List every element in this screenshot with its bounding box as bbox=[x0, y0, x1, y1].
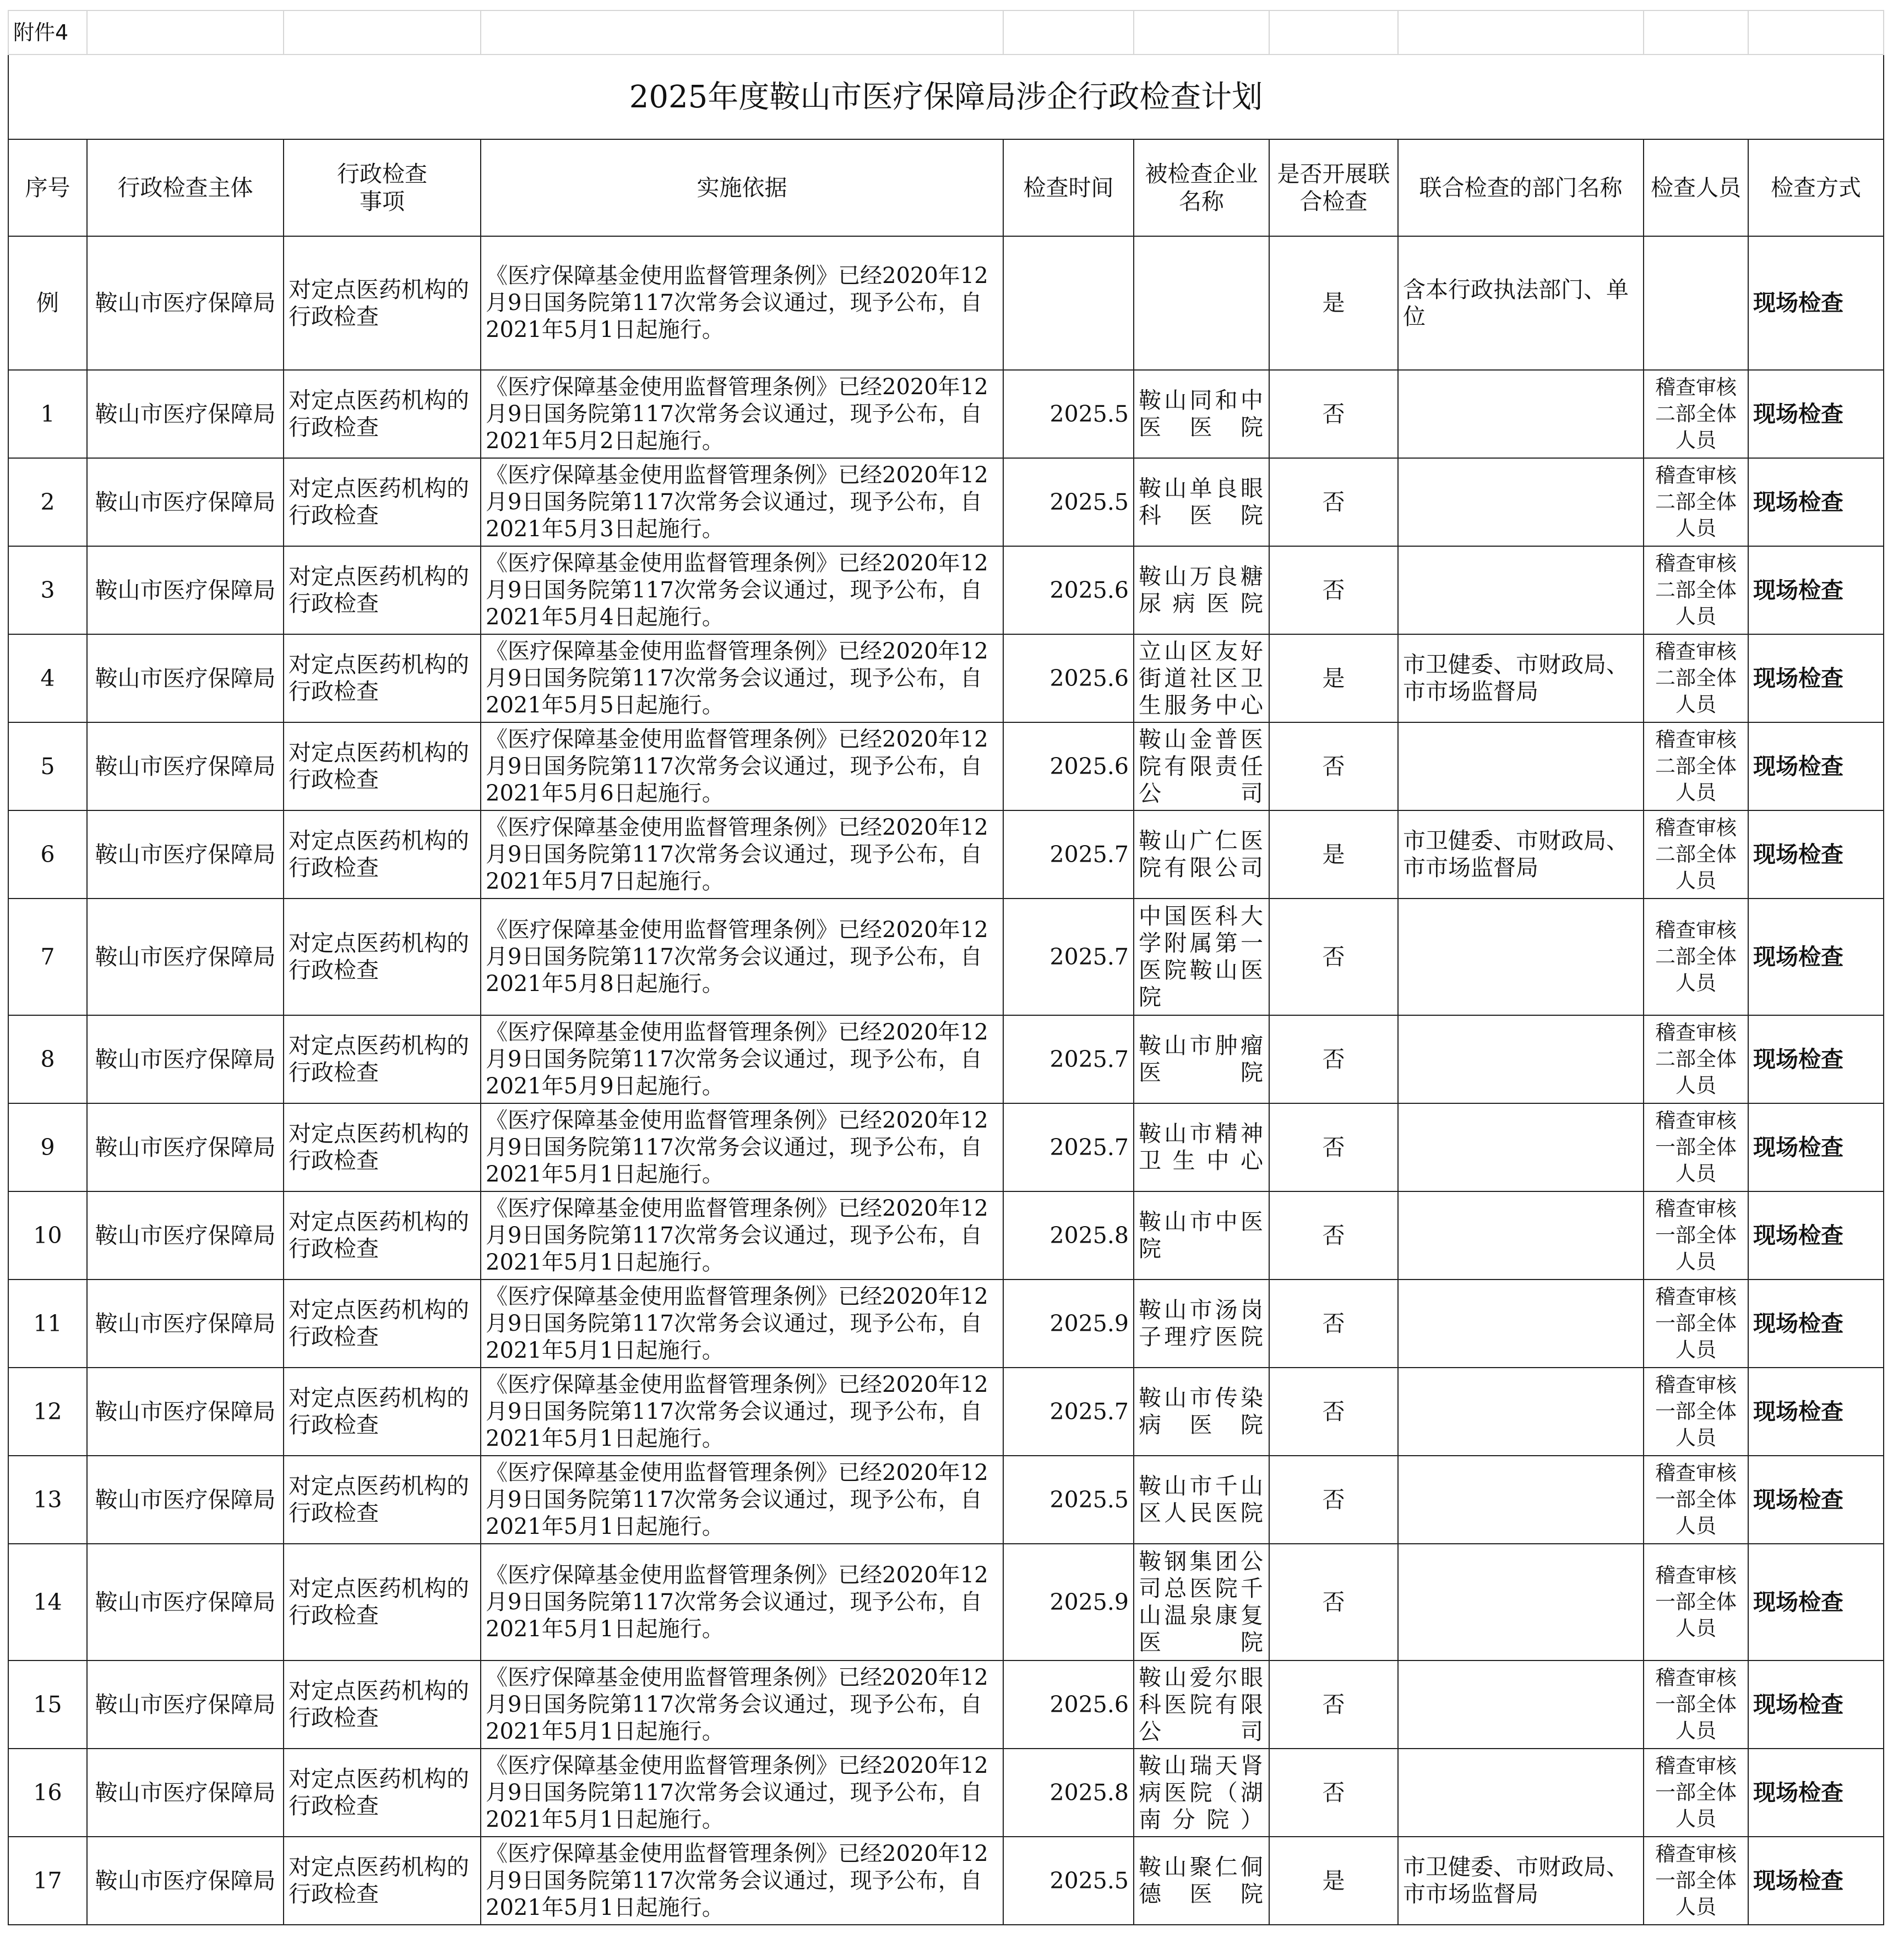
cell-method[interactable]: 现场检查 bbox=[1748, 1015, 1884, 1103]
cell-basis[interactable]: 《医疗保障基金使用监督管理条例》已经2020年12月9日国务院第117次常务会议通过，现予公布，自2021年5月1日起施行。 bbox=[481, 1191, 1003, 1280]
table-row bbox=[8, 1749, 1884, 1837]
cell-enterprise[interactable]: 立山区友好街道社区卫生服务中心 bbox=[1134, 634, 1269, 722]
cell-joint[interactable]: 否 bbox=[1269, 722, 1398, 810]
cell-item[interactable]: 对定点医药机构的行政检查 bbox=[284, 1368, 481, 1456]
cell-no[interactable]: 3 bbox=[8, 546, 87, 634]
cell-enterprise[interactable]: 中国医科大学附属第一医院鞍山医院 bbox=[1134, 899, 1269, 1015]
cell-time[interactable]: 2025.6 bbox=[1003, 634, 1134, 722]
cell-no[interactable]: 13 bbox=[8, 1456, 87, 1544]
cell-no[interactable]: 5 bbox=[8, 722, 87, 810]
cell-item[interactable]: 对定点医药机构的行政检查 bbox=[284, 370, 481, 458]
cell-staff[interactable]: 稽查审核二部全体人员 bbox=[1644, 458, 1748, 546]
cell-basis[interactable]: 《医疗保障基金使用监督管理条例》已经2020年12月9日国务院第117次常务会议通过，现予公布，自2021年5月1日起施行。 bbox=[481, 1103, 1003, 1191]
table-row bbox=[8, 1103, 1884, 1191]
cell-enterprise[interactable]: 鞍山瑞天肾病医院（湖南分院） bbox=[1134, 1749, 1269, 1837]
header-staff[interactable]: 检查人员 bbox=[1644, 139, 1748, 236]
empty-cell[interactable] bbox=[1003, 10, 1134, 55]
table-row bbox=[8, 370, 1884, 458]
table-row bbox=[8, 236, 1884, 370]
cell-enterprise[interactable]: 鞍山市精神卫生中心 bbox=[1134, 1103, 1269, 1191]
cell-subject[interactable]: 鞍山市医疗保障局 bbox=[87, 546, 284, 634]
table-row bbox=[8, 634, 1884, 722]
cell-depts[interactable] bbox=[1398, 370, 1644, 458]
cell-enterprise[interactable]: 鞍山广仁医院有限公司 bbox=[1134, 810, 1269, 899]
header-item[interactable]: 行政检查 事项 bbox=[284, 139, 481, 236]
cell-item[interactable]: 对定点医药机构的行政检查 bbox=[284, 810, 481, 899]
cell-joint[interactable]: 否 bbox=[1269, 370, 1398, 458]
cell-item[interactable]: 对定点医药机构的行政检查 bbox=[284, 899, 481, 1015]
cell-time[interactable]: 2025.6 bbox=[1003, 546, 1134, 634]
cell-depts[interactable] bbox=[1398, 1660, 1644, 1749]
cell-joint[interactable]: 否 bbox=[1269, 1015, 1398, 1103]
cell-joint[interactable]: 否 bbox=[1269, 1191, 1398, 1280]
cell-staff[interactable]: 稽查审核一部全体人员 bbox=[1644, 1837, 1748, 1925]
cell-method[interactable]: 现场检查 bbox=[1748, 1103, 1884, 1191]
cell-subject[interactable]: 鞍山市医疗保障局 bbox=[87, 634, 284, 722]
cell-staff[interactable]: 稽查审核一部全体人员 bbox=[1644, 1544, 1748, 1660]
cell-subject[interactable]: 鞍山市医疗保障局 bbox=[87, 1280, 284, 1368]
cell-no[interactable]: 1 bbox=[8, 370, 87, 458]
cell-no[interactable]: 14 bbox=[8, 1544, 87, 1660]
empty-cell[interactable] bbox=[1748, 10, 1884, 55]
cell-joint[interactable]: 是 bbox=[1269, 810, 1398, 899]
cell-time[interactable]: 2025.5 bbox=[1003, 370, 1134, 458]
cell-item[interactable]: 对定点医药机构的行政检查 bbox=[284, 1749, 481, 1837]
cell-subject[interactable]: 鞍山市医疗保障局 bbox=[87, 1191, 284, 1280]
cell-staff[interactable]: 稽查审核一部全体人员 bbox=[1644, 1191, 1748, 1280]
cell-staff[interactable]: 稽查审核一部全体人员 bbox=[1644, 1280, 1748, 1368]
cell-method[interactable]: 现场检查 bbox=[1748, 546, 1884, 634]
cell-subject[interactable]: 鞍山市医疗保障局 bbox=[87, 722, 284, 810]
cell-item[interactable]: 对定点医药机构的行政检查 bbox=[284, 722, 481, 810]
attachment-label[interactable]: 附件4 bbox=[8, 10, 87, 55]
cell-subject[interactable]: 鞍山市医疗保障局 bbox=[87, 236, 284, 370]
table-row bbox=[8, 1837, 1884, 1925]
cell-no[interactable]: 4 bbox=[8, 634, 87, 722]
empty-cell[interactable] bbox=[87, 10, 284, 55]
cell-depts[interactable] bbox=[1398, 458, 1644, 546]
cell-basis[interactable]: 《医疗保障基金使用监督管理条例》已经2020年12月9日国务院第117次常务会议通过，现予公布，自2021年5月1日起施行。 bbox=[481, 1837, 1003, 1925]
header-no[interactable]: 序号 bbox=[8, 139, 87, 236]
cell-basis[interactable]: 《医疗保障基金使用监督管理条例》已经2020年12月9日国务院第117次常务会议通过，现予公布，自2021年5月8日起施行。 bbox=[481, 899, 1003, 1015]
cell-joint[interactable]: 否 bbox=[1269, 546, 1398, 634]
table-row bbox=[8, 722, 1884, 810]
cell-basis[interactable]: 《医疗保障基金使用监督管理条例》已经2020年12月9日国务院第117次常务会议通过，现予公布，自2021年5月3日起施行。 bbox=[481, 458, 1003, 546]
cell-item[interactable]: 对定点医药机构的行政检查 bbox=[284, 458, 481, 546]
cell-depts[interactable] bbox=[1398, 1191, 1644, 1280]
cell-depts[interactable] bbox=[1398, 1456, 1644, 1544]
cell-staff[interactable]: 稽查审核二部全体人员 bbox=[1644, 899, 1748, 1015]
cell-method[interactable]: 现场检查 bbox=[1748, 810, 1884, 899]
cell-enterprise[interactable]: 鞍山万良糖尿病医院 bbox=[1134, 546, 1269, 634]
cell-no[interactable]: 11 bbox=[8, 1280, 87, 1368]
cell-no[interactable]: 17 bbox=[8, 1837, 87, 1925]
cell-enterprise[interactable]: 鞍山市肿瘤医院 bbox=[1134, 1015, 1269, 1103]
cell-no[interactable]: 例 bbox=[8, 236, 87, 370]
cell-item[interactable]: 对定点医药机构的行政检查 bbox=[284, 1456, 481, 1544]
cell-joint[interactable]: 否 bbox=[1269, 1103, 1398, 1191]
cell-depts[interactable]: 市卫健委、市财政局、市市场监督局 bbox=[1398, 810, 1644, 899]
cell-basis[interactable]: 《医疗保障基金使用监督管理条例》已经2020年12月9日国务院第117次常务会议通过，现予公布，自2021年5月4日起施行。 bbox=[481, 546, 1003, 634]
cell-staff[interactable]: 稽查审核一部全体人员 bbox=[1644, 1456, 1748, 1544]
cell-enterprise[interactable]: 鞍山单良眼科医院 bbox=[1134, 458, 1269, 546]
cell-joint[interactable]: 否 bbox=[1269, 1368, 1398, 1456]
cell-subject[interactable]: 鞍山市医疗保障局 bbox=[87, 1456, 284, 1544]
cell-subject[interactable]: 鞍山市医疗保障局 bbox=[87, 1749, 284, 1837]
cell-depts[interactable] bbox=[1398, 899, 1644, 1015]
cell-basis[interactable]: 《医疗保障基金使用监督管理条例》已经2020年12月9日国务院第117次常务会议通过，现予公布，自2021年5月1日起施行。 bbox=[481, 1749, 1003, 1837]
page-title[interactable]: 2025年度鞍山市医疗保障局涉企行政检查计划 bbox=[8, 55, 1884, 139]
cell-basis[interactable]: 《医疗保障基金使用监督管理条例》已经2020年12月9日国务院第117次常务会议通过，现予公布，自2021年5月9日起施行。 bbox=[481, 1015, 1003, 1103]
cell-staff[interactable]: 稽查审核二部全体人员 bbox=[1644, 370, 1748, 458]
header-time[interactable]: 检查时间 bbox=[1003, 139, 1134, 236]
cell-subject[interactable]: 鞍山市医疗保障局 bbox=[87, 458, 284, 546]
cell-joint[interactable]: 否 bbox=[1269, 1544, 1398, 1660]
empty-cell[interactable] bbox=[1269, 10, 1398, 55]
cell-subject[interactable]: 鞍山市医疗保障局 bbox=[87, 1368, 284, 1456]
cell-method[interactable]: 现场检查 bbox=[1748, 370, 1884, 458]
cell-joint[interactable]: 是 bbox=[1269, 236, 1398, 370]
cell-basis[interactable]: 《医疗保障基金使用监督管理条例》已经2020年12月9日国务院第117次常务会议通过，现予公布，自2021年5月2日起施行。 bbox=[481, 370, 1003, 458]
cell-enterprise[interactable]: 鞍山金普医院有限责任公司 bbox=[1134, 722, 1269, 810]
cell-method[interactable]: 现场检查 bbox=[1748, 1280, 1884, 1368]
cell-subject[interactable]: 鞍山市医疗保障局 bbox=[87, 1660, 284, 1749]
cell-method[interactable]: 现场检查 bbox=[1748, 1660, 1884, 1749]
table-row bbox=[8, 546, 1884, 634]
header-depts[interactable]: 联合检查的部门名称 bbox=[1398, 139, 1644, 236]
cell-staff[interactable]: 稽查审核一部全体人员 bbox=[1644, 1103, 1748, 1191]
cell-item[interactable]: 对定点医药机构的行政检查 bbox=[284, 1544, 481, 1660]
cell-enterprise[interactable]: 鞍山市传染病医院 bbox=[1134, 1368, 1269, 1456]
cell-depts[interactable] bbox=[1398, 1280, 1644, 1368]
cell-method[interactable]: 现场检查 bbox=[1748, 236, 1884, 370]
cell-depts[interactable] bbox=[1398, 1015, 1644, 1103]
empty-cell[interactable] bbox=[1134, 10, 1269, 55]
cell-time[interactable]: 2025.5 bbox=[1003, 1456, 1134, 1544]
cell-depts[interactable] bbox=[1398, 546, 1644, 634]
table-row bbox=[8, 810, 1884, 899]
cell-time[interactable]: 2025.8 bbox=[1003, 1191, 1134, 1280]
cell-enterprise[interactable] bbox=[1134, 236, 1269, 370]
cell-subject[interactable]: 鞍山市医疗保障局 bbox=[87, 810, 284, 899]
cell-time[interactable]: 2025.5 bbox=[1003, 1837, 1134, 1925]
cell-item[interactable]: 对定点医药机构的行政检查 bbox=[284, 1280, 481, 1368]
empty-cell[interactable] bbox=[1644, 10, 1748, 55]
cell-method[interactable]: 现场检查 bbox=[1748, 1544, 1884, 1660]
table-row bbox=[8, 1660, 1884, 1749]
cell-depts[interactable] bbox=[1398, 1544, 1644, 1660]
cell-no[interactable]: 12 bbox=[8, 1368, 87, 1456]
cell-method[interactable]: 现场检查 bbox=[1748, 634, 1884, 722]
cell-no[interactable]: 9 bbox=[8, 1103, 87, 1191]
cell-enterprise[interactable]: 鞍山聚仁侗德医院 bbox=[1134, 1837, 1269, 1925]
cell-depts[interactable] bbox=[1398, 1103, 1644, 1191]
cell-staff[interactable]: 稽查审核二部全体人员 bbox=[1644, 810, 1748, 899]
cell-joint[interactable]: 否 bbox=[1269, 1660, 1398, 1749]
cell-time[interactable]: 2025.7 bbox=[1003, 899, 1134, 1015]
cell-time[interactable] bbox=[1003, 236, 1134, 370]
cell-time[interactable]: 2025.8 bbox=[1003, 1749, 1134, 1837]
cell-basis[interactable]: 《医疗保障基金使用监督管理条例》已经2020年12月9日国务院第117次常务会议通过，现予公布，自2021年5月7日起施行。 bbox=[481, 810, 1003, 899]
cell-time[interactable]: 2025.7 bbox=[1003, 1368, 1134, 1456]
table-row bbox=[8, 458, 1884, 546]
cell-staff[interactable]: 稽查审核二部全体人员 bbox=[1644, 546, 1748, 634]
cell-staff[interactable] bbox=[1644, 236, 1748, 370]
cell-time[interactable]: 2025.9 bbox=[1003, 1544, 1134, 1660]
cell-subject[interactable]: 鞍山市医疗保障局 bbox=[87, 1015, 284, 1103]
cell-subject[interactable]: 鞍山市医疗保障局 bbox=[87, 899, 284, 1015]
cell-item[interactable]: 对定点医药机构的行政检查 bbox=[284, 1191, 481, 1280]
table-row bbox=[8, 899, 1884, 1015]
cell-basis[interactable]: 《医疗保障基金使用监督管理条例》已经2020年12月9日国务院第117次常务会议通过，现予公布，自2021年5月6日起施行。 bbox=[481, 722, 1003, 810]
cell-enterprise[interactable]: 鞍山市汤岗子理疗医院 bbox=[1134, 1280, 1269, 1368]
cell-item[interactable]: 对定点医药机构的行政检查 bbox=[284, 1837, 481, 1925]
cell-enterprise[interactable]: 鞍山市中医院 bbox=[1134, 1191, 1269, 1280]
header-method[interactable]: 检查方式 bbox=[1748, 139, 1884, 236]
cell-enterprise[interactable]: 鞍山同和中医医院 bbox=[1134, 370, 1269, 458]
cell-item[interactable]: 对定点医药机构的行政检查 bbox=[284, 634, 481, 722]
header-subject[interactable]: 行政检查主体 bbox=[87, 139, 284, 236]
cell-time[interactable]: 2025.9 bbox=[1003, 1280, 1134, 1368]
header-enterprise[interactable]: 被检查企业 名称 bbox=[1134, 139, 1269, 236]
cell-time[interactable]: 2025.5 bbox=[1003, 458, 1134, 546]
cell-basis[interactable]: 《医疗保障基金使用监督管理条例》已经2020年12月9日国务院第117次常务会议通过，现予公布，自2021年5月5日起施行。 bbox=[481, 634, 1003, 722]
table-row bbox=[8, 1368, 1884, 1456]
cell-no[interactable]: 10 bbox=[8, 1191, 87, 1280]
cell-item[interactable]: 对定点医药机构的行政检查 bbox=[284, 1660, 481, 1749]
cell-method[interactable]: 现场检查 bbox=[1748, 1749, 1884, 1837]
cell-joint[interactable]: 是 bbox=[1269, 1837, 1398, 1925]
cell-no[interactable]: 7 bbox=[8, 899, 87, 1015]
cell-basis[interactable]: 《医疗保障基金使用监督管理条例》已经2020年12月9日国务院第117次常务会议通过，现予公布，自2021年5月1日起施行。 bbox=[481, 1544, 1003, 1660]
cell-subject[interactable]: 鞍山市医疗保障局 bbox=[87, 1544, 284, 1660]
cell-no[interactable]: 8 bbox=[8, 1015, 87, 1103]
cell-enterprise[interactable]: 鞍钢集团公司总医院千山温泉康复医院 bbox=[1134, 1544, 1269, 1660]
table-row bbox=[8, 1544, 1884, 1660]
cell-joint[interactable]: 否 bbox=[1269, 458, 1398, 546]
attachment-row bbox=[8, 10, 1884, 55]
cell-no[interactable]: 6 bbox=[8, 810, 87, 899]
cell-basis[interactable]: 《医疗保障基金使用监督管理条例》已经2020年12月9日国务院第117次常务会议通过，现予公布，自2021年5月1日起施行。 bbox=[481, 236, 1003, 370]
cell-basis[interactable]: 《医疗保障基金使用监督管理条例》已经2020年12月9日国务院第117次常务会议通过，现予公布，自2021年5月1日起施行。 bbox=[481, 1280, 1003, 1368]
cell-no[interactable]: 15 bbox=[8, 1660, 87, 1749]
header-joint[interactable]: 是否开展联 合检查 bbox=[1269, 139, 1398, 236]
cell-depts[interactable]: 市卫健委、市财政局、市市场监督局 bbox=[1398, 1837, 1644, 1925]
cell-subject[interactable]: 鞍山市医疗保障局 bbox=[87, 370, 284, 458]
cell-item[interactable]: 对定点医药机构的行政检查 bbox=[284, 546, 481, 634]
empty-cell[interactable] bbox=[481, 10, 1003, 55]
cell-no[interactable]: 16 bbox=[8, 1749, 87, 1837]
cell-depts[interactable] bbox=[1398, 1749, 1644, 1837]
empty-cell[interactable] bbox=[1398, 10, 1644, 55]
cell-staff[interactable]: 稽查审核一部全体人员 bbox=[1644, 1368, 1748, 1456]
table-row bbox=[8, 1015, 1884, 1103]
cell-method[interactable]: 现场检查 bbox=[1748, 1837, 1884, 1925]
cell-method[interactable]: 现场检查 bbox=[1748, 1368, 1884, 1456]
cell-staff[interactable]: 稽查审核二部全体人员 bbox=[1644, 722, 1748, 810]
cell-method[interactable]: 现场检查 bbox=[1748, 1191, 1884, 1280]
cell-item[interactable]: 对定点医药机构的行政检查 bbox=[284, 1103, 481, 1191]
cell-joint[interactable]: 是 bbox=[1269, 634, 1398, 722]
cell-staff[interactable]: 稽查审核二部全体人员 bbox=[1644, 634, 1748, 722]
cell-time[interactable]: 2025.7 bbox=[1003, 810, 1134, 899]
cell-item[interactable]: 对定点医药机构的行政检查 bbox=[284, 236, 481, 370]
cell-depts[interactable] bbox=[1398, 722, 1644, 810]
cell-no[interactable]: 2 bbox=[8, 458, 87, 546]
table-row bbox=[8, 1280, 1884, 1368]
cell-subject[interactable]: 鞍山市医疗保障局 bbox=[87, 1103, 284, 1191]
cell-basis[interactable]: 《医疗保障基金使用监督管理条例》已经2020年12月9日国务院第117次常务会议通过，现予公布，自2021年5月1日起施行。 bbox=[481, 1456, 1003, 1544]
cell-enterprise[interactable]: 鞍山爱尔眼科医院有限公司 bbox=[1134, 1660, 1269, 1749]
spreadsheet-sheet bbox=[8, 10, 1883, 1925]
title-row bbox=[8, 55, 1884, 139]
cell-time[interactable]: 2025.6 bbox=[1003, 1660, 1134, 1749]
table-row bbox=[8, 1456, 1884, 1544]
empty-cell[interactable] bbox=[284, 10, 481, 55]
header-basis[interactable]: 实施依据 bbox=[481, 139, 1003, 236]
cell-method[interactable]: 现场检查 bbox=[1748, 722, 1884, 810]
cell-basis[interactable]: 《医疗保障基金使用监督管理条例》已经2020年12月9日国务院第117次常务会议通过，现予公布，自2021年5月1日起施行。 bbox=[481, 1368, 1003, 1456]
cell-method[interactable]: 现场检查 bbox=[1748, 1456, 1884, 1544]
cell-time[interactable]: 2025.7 bbox=[1003, 1015, 1134, 1103]
inspection-plan-table bbox=[8, 10, 1884, 1925]
cell-depts[interactable]: 含本行政执法部门、单位 bbox=[1398, 236, 1644, 370]
cell-staff[interactable]: 稽查审核二部全体人员 bbox=[1644, 1015, 1748, 1103]
cell-basis[interactable]: 《医疗保障基金使用监督管理条例》已经2020年12月9日国务院第117次常务会议通过，现予公布，自2021年5月1日起施行。 bbox=[481, 1660, 1003, 1749]
cell-method[interactable]: 现场检查 bbox=[1748, 899, 1884, 1015]
cell-staff[interactable]: 稽查审核一部全体人员 bbox=[1644, 1749, 1748, 1837]
cell-time[interactable]: 2025.6 bbox=[1003, 722, 1134, 810]
header-row bbox=[8, 139, 1884, 236]
cell-time[interactable]: 2025.7 bbox=[1003, 1103, 1134, 1191]
cell-staff[interactable]: 稽查审核一部全体人员 bbox=[1644, 1660, 1748, 1749]
cell-enterprise[interactable]: 鞍山市千山区人民医院 bbox=[1134, 1456, 1269, 1544]
cell-joint[interactable]: 否 bbox=[1269, 1280, 1398, 1368]
cell-item[interactable]: 对定点医药机构的行政检查 bbox=[284, 1015, 481, 1103]
cell-depts[interactable] bbox=[1398, 1368, 1644, 1456]
table-row bbox=[8, 1191, 1884, 1280]
cell-depts[interactable]: 市卫健委、市财政局、市市场监督局 bbox=[1398, 634, 1644, 722]
cell-joint[interactable]: 否 bbox=[1269, 899, 1398, 1015]
cell-joint[interactable]: 否 bbox=[1269, 1749, 1398, 1837]
cell-joint[interactable]: 否 bbox=[1269, 1456, 1398, 1544]
cell-method[interactable]: 现场检查 bbox=[1748, 458, 1884, 546]
cell-subject[interactable]: 鞍山市医疗保障局 bbox=[87, 1837, 284, 1925]
